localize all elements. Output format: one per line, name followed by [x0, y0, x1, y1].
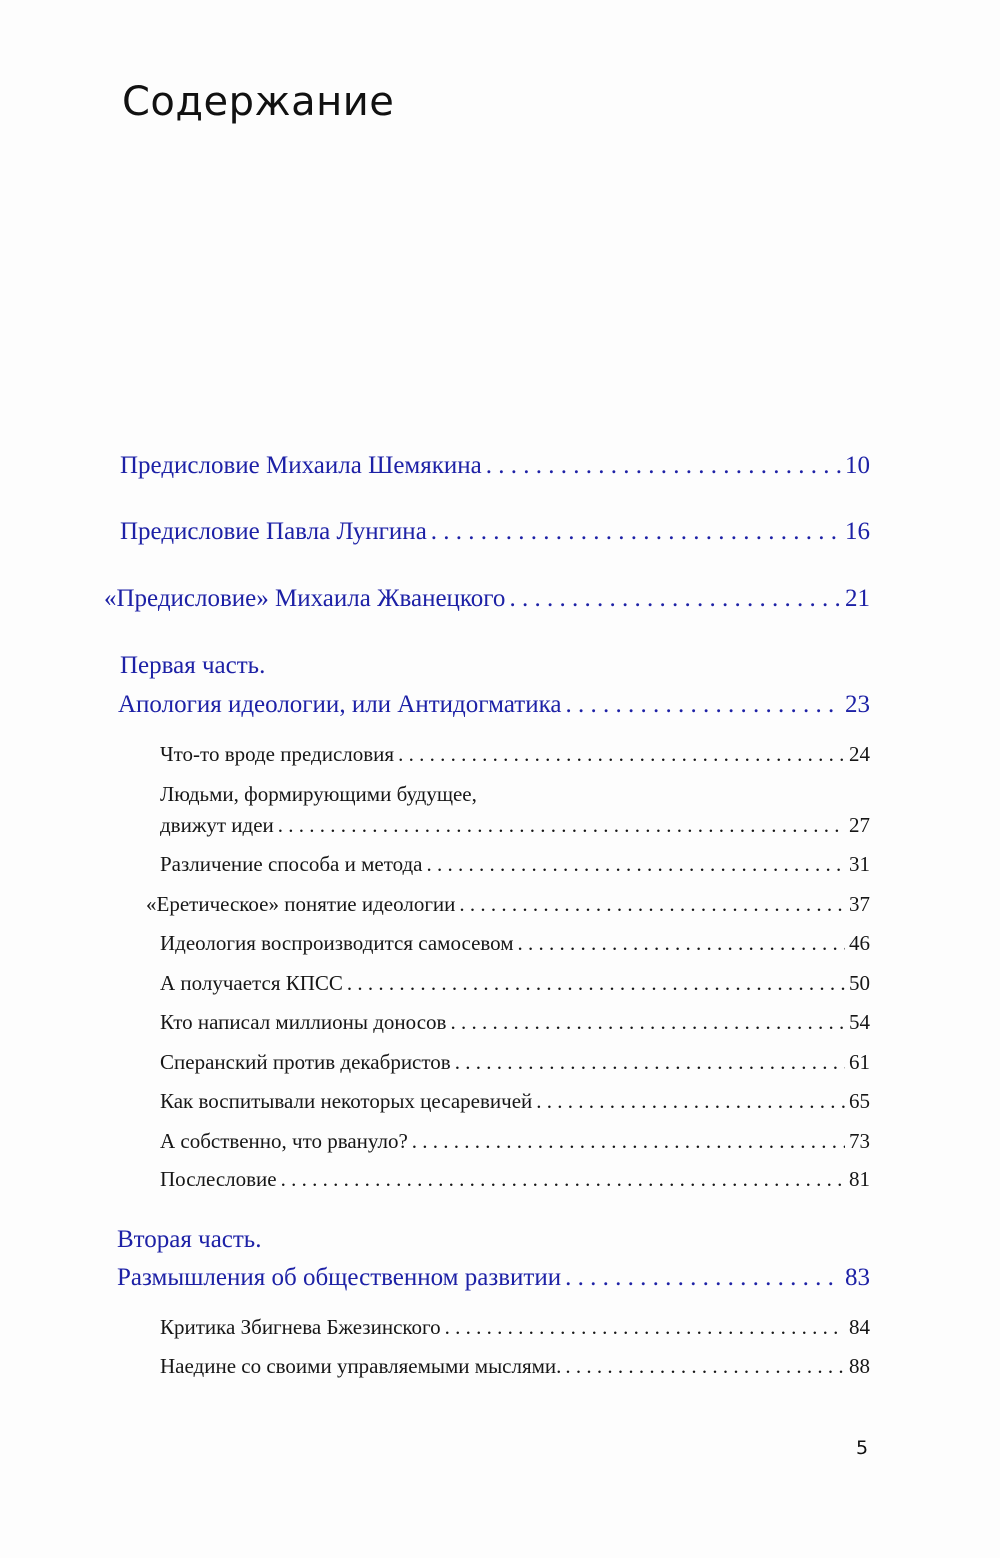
page-number: 5 [856, 1437, 869, 1459]
toc-entry-label: Критика Збигнева Бжезинского [160, 1315, 441, 1339]
toc-entry-page: 54 [849, 1010, 870, 1034]
toc-entry-page: 16 [845, 518, 870, 545]
toc-entry-page: 50 [849, 971, 870, 995]
leader-dots [281, 1167, 845, 1192]
toc-entry-label: Предисловие Павла Лунгина [120, 518, 427, 545]
toc-entry-page: 46 [849, 931, 870, 955]
toc-entry-page: 27 [849, 813, 870, 837]
page-title: Содержание [122, 78, 395, 125]
toc-entry-preface-shemyakin[interactable] [120, 452, 870, 480]
leader-dots [450, 1010, 845, 1035]
toc-entry-chapter[interactable] [146, 892, 870, 917]
leader-dots [536, 1089, 845, 1114]
leader-dots [565, 691, 841, 719]
toc-entry-label: Кто написал миллионы доносов [160, 1010, 447, 1034]
toc-entry-page: 61 [849, 1050, 870, 1074]
part2-heading: Вторая часть. [117, 1226, 262, 1253]
leader-dots [518, 931, 845, 956]
leader-dots [412, 1129, 845, 1154]
toc-entry-label: Сперанский против декабристов [160, 1050, 451, 1074]
leader-dots [459, 892, 845, 917]
toc-entry-label: Идеология воспроизводится самосевом [160, 931, 514, 955]
toc-entry-page: 83 [845, 1264, 870, 1291]
toc-entry-label: Послесловие [160, 1167, 277, 1191]
toc-entry-page: 31 [849, 852, 870, 876]
leader-dots [427, 852, 846, 877]
toc-entry-chapter[interactable] [160, 1010, 870, 1035]
leader-dots [455, 1050, 845, 1075]
toc-entry-page: 73 [849, 1129, 870, 1153]
toc-entry-chapter[interactable] [160, 1050, 870, 1075]
toc-entry-chapter[interactable] [160, 742, 870, 767]
toc-entry-part1[interactable] [118, 691, 870, 719]
toc-entry-page: 37 [849, 892, 870, 916]
toc-entry-chapter[interactable] [160, 1089, 870, 1114]
toc-entry-label: «Еретическое» понятие идеологии [146, 892, 456, 916]
toc-entry-label: Как воспитывали некоторых цесаревичей [160, 1089, 533, 1113]
toc-entry-label: Наедине со своими управляемыми мыслями. [160, 1354, 562, 1378]
toc-entry-page: 23 [845, 691, 870, 718]
toc-entry-label: «Предисловие» Михаила Жванецкого [104, 585, 506, 612]
leader-dots [398, 742, 845, 767]
toc-entry-label: Апология идеологии, или Антидогматика [118, 691, 562, 718]
toc-entry-page: 88 [849, 1354, 870, 1378]
toc-entry-preface-zhvanetsky[interactable] [104, 585, 870, 613]
toc-entry-page: 21 [845, 585, 870, 612]
toc-entry-page: 65 [849, 1089, 870, 1113]
toc-entry-page: 10 [845, 452, 870, 479]
leader-dots [565, 1354, 845, 1379]
toc-entry-chapter[interactable] [160, 931, 870, 956]
leader-dots [431, 518, 841, 546]
toc-entry-page: 81 [849, 1167, 870, 1191]
toc-entry-label: Что-то вроде предисловия [160, 742, 395, 766]
leader-dots [278, 813, 845, 838]
toc-entry-chapter[interactable] [160, 1167, 870, 1192]
toc-entry-preface-lungin[interactable] [120, 518, 870, 546]
toc-entry-label: Размышления об общественном развитии [117, 1264, 562, 1291]
toc-entry-label: движут идеи [160, 813, 274, 837]
toc-entry-label-line1: Людьми, формирующими будущее, [160, 782, 477, 806]
toc-entry-chapter[interactable] [160, 1315, 870, 1340]
toc-entry-label: А получается КПСС [160, 971, 343, 995]
leader-dots [486, 452, 841, 480]
toc-entry-chapter[interactable] [160, 1129, 870, 1154]
toc-entry-page: 84 [849, 1315, 870, 1339]
leader-dots [509, 585, 841, 613]
part1-heading: Первая часть. [120, 652, 266, 679]
toc-entry-label: Различение способа и метода [160, 852, 423, 876]
toc-entry-chapter[interactable] [160, 813, 870, 838]
leader-dots [347, 971, 845, 996]
toc-entry-label: А собственно, что рвануло? [160, 1129, 408, 1153]
toc-entry-chapter[interactable] [160, 852, 870, 877]
toc-entry-label: Предисловие Михаила Шемякина [120, 452, 482, 479]
leader-dots [445, 1315, 845, 1340]
toc-entry-page: 24 [849, 742, 870, 766]
leader-dots [565, 1264, 841, 1292]
toc-entry-part2[interactable] [117, 1264, 870, 1292]
toc-entry-chapter[interactable] [160, 971, 870, 996]
toc-entry-chapter[interactable] [160, 1354, 870, 1379]
